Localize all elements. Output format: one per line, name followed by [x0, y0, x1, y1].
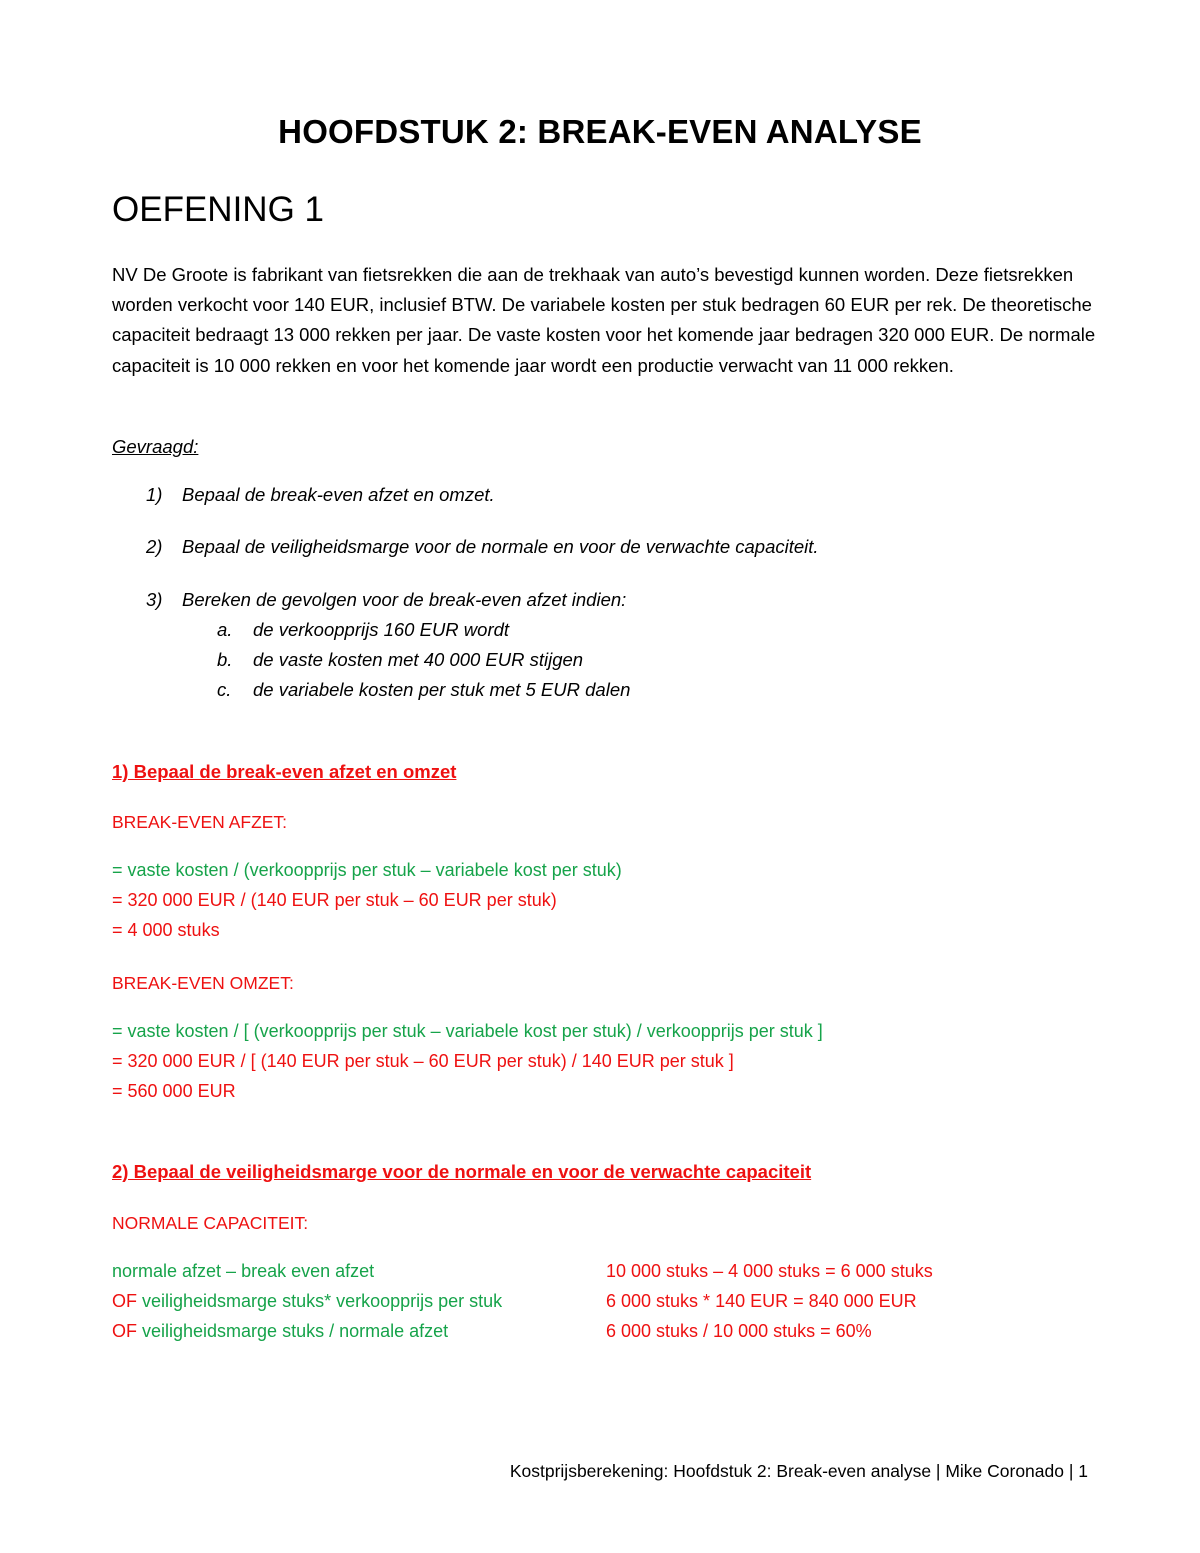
section-heading: 2) Bepaal de veiligheidsmarge voor de normale en voor de verwachte capaciteit: [112, 1161, 812, 1182]
intro-paragraph: NV De Groote is fabrikant van fietsrekken die aan de trekhaak van auto’s bevestigd kunnen worden. Deze fietsrekken worden verkocht voor 140 EUR, inclusief BTW. De variabele kosten per stuk bedragen 60 EUR per rek. De theoretische capaciteit bedraagt 13 000 rekken per jaar. De vaste kosten voor het komende jaar bedragen 320 000 EUR. De normale capaciteit is 10 000 rekken en voor het komende jaar wordt een productie verwacht van 11 000 rekken.: [112, 264, 1096, 376]
safety-margin-row: [112, 1321, 448, 1342]
row-calculation: 10 000 stuks – 4 000 stuks = 6 000 stuks: [606, 1261, 933, 1281]
row-calculation: 6 000 stuks / 10 000 stuks = 60%: [606, 1321, 872, 1341]
safety-margin-row: [112, 1291, 502, 1312]
row-formula: veiligheidsmarge stuks* verkoopprijs per stuk: [142, 1291, 503, 1311]
exercise-title: OEFENING 1: [112, 190, 324, 229]
question-number: 3): [146, 589, 163, 610]
result-line: = 560 000 EUR: [112, 1081, 236, 1101]
page-title: HOOFDSTUK 2: BREAK-EVEN ANALYSE: [278, 113, 922, 150]
subquestion-text: de verkoopprijs 160 EUR wordt: [253, 619, 510, 640]
section-heading: 1) Bepaal de break-even afzet en omzet: [112, 761, 457, 782]
page-footer: Kostprijsberekening: Hoofdstuk 2: Break-even analyse | Mike Coronado | 1: [509, 1461, 1088, 1481]
question-text: Bepaal de break-even afzet en omzet.: [182, 484, 495, 505]
question-number: 2): [146, 536, 163, 557]
break-even-afzet-label: BREAK-EVEN AFZET:: [112, 812, 288, 832]
question-number: 1): [146, 484, 163, 505]
subquestion-text: de vaste kosten met 40 000 EUR stijgen: [253, 649, 584, 670]
calculation-line: = 320 000 EUR / (140 EUR per stuk – 60 EUR per stuk): [112, 890, 557, 910]
safety-margin-row: [112, 1261, 374, 1282]
question-text: Bereken de gevolgen voor de break-even afzet indien:: [182, 589, 627, 610]
subquestion-letter: c.: [217, 679, 232, 700]
question-text: Bepaal de veiligheidsmarge voor de normale en voor de verwachte capaciteit.: [182, 536, 819, 557]
subquestion-letter: b.: [217, 649, 233, 670]
row-calculation: 6 000 stuks * 140 EUR = 840 000 EUR: [606, 1291, 917, 1311]
row-formula: veiligheidsmarge stuks / normale afzet: [142, 1321, 449, 1341]
row-formula: normale afzet – break even afzet: [112, 1261, 375, 1281]
normale-capaciteit-label: NORMALE CAPACITEIT:: [112, 1213, 309, 1233]
row-prefix: OF: [112, 1291, 142, 1311]
subquestion-text: de variabele kosten per stuk met 5 EUR dalen: [253, 679, 631, 700]
calculation-line: = 320 000 EUR / [ (140 EUR per stuk – 60 EUR per stuk) / 140 EUR per stuk ]: [112, 1051, 734, 1071]
row-prefix: OF: [112, 1321, 142, 1341]
result-line: = 4 000 stuks: [112, 920, 220, 940]
subquestion-letter: a.: [217, 619, 233, 640]
formula-line: = vaste kosten / [ (verkoopprijs per stuk – variabele kost per stuk) / verkoopprijs per stuk ]: [112, 1021, 823, 1041]
asked-label: Gevraagd:: [112, 436, 199, 457]
break-even-omzet-label: BREAK-EVEN OMZET:: [112, 973, 294, 993]
formula-line: = vaste kosten / (verkoopprijs per stuk – variabele kost per stuk): [112, 860, 622, 880]
